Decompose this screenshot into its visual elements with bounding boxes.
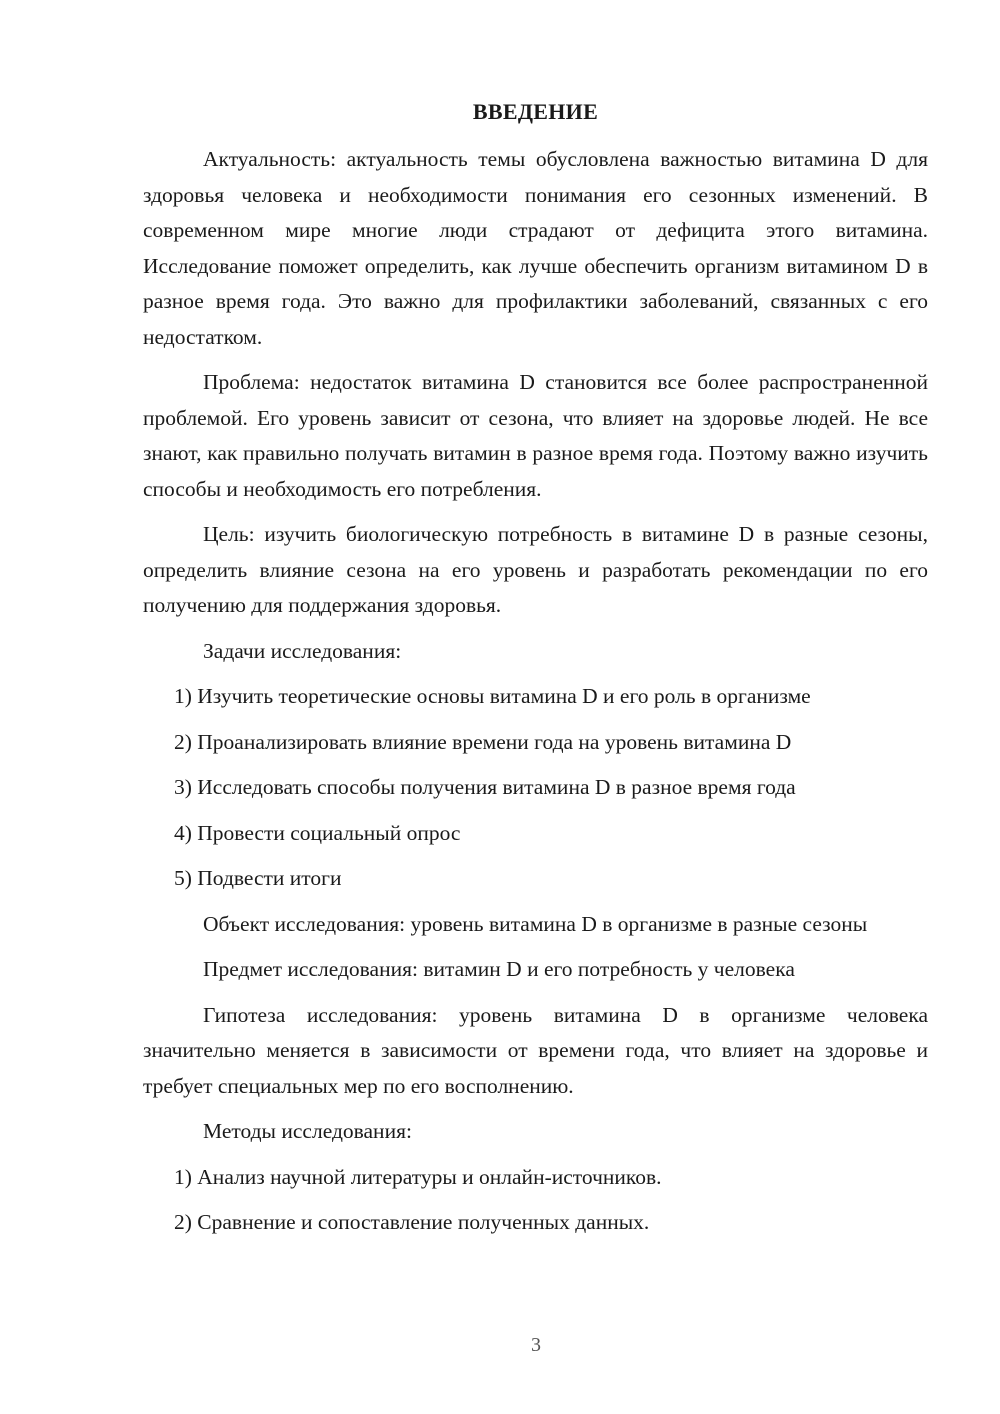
task-item: 4) Провести социальный опрос	[174, 820, 461, 845]
document-page	[143, 94, 928, 1251]
task-item: 3) Исследовать способы получения витамина D в разное время года	[174, 775, 796, 799]
page-number: 3	[531, 1334, 541, 1356]
task-item: 2) Проанализировать влияние времени года на уровень витамина D	[174, 729, 792, 754]
task-item: 1) Изучить теоретические основы витамина D и его роль в организме	[174, 684, 811, 708]
tasks-heading: Задачи исследования:	[203, 638, 402, 663]
method-item: 2) Сравнение и сопоставление полученных данных.	[174, 1210, 650, 1234]
problem-paragraph: Проблема: недостаток витамина D становится все более распространенной проблемой. Его уровень зависит от сезона, что влияет на здоровье людей. Не все знают, как правильно получать витамин в разное время года. Поэтому важно изучить способы и необходимость его потребления.	[143, 370, 928, 501]
goal-paragraph: Цель: изучить биологическую потребность в витамине D в разные сезоны, определить влияние сезона на его уровень и разработать рекомендации по его получению для поддержания здоровья.	[143, 522, 928, 617]
methods-heading: Методы исследования:	[203, 1119, 412, 1143]
subject-paragraph: Предмет исследования: витамин D и его потребность у человека	[203, 957, 795, 981]
tasks-list	[143, 679, 928, 897]
methods-list	[143, 1160, 928, 1241]
hypothesis-paragraph: Гипотеза исследования: уровень витамина D в организме человека значительно меняется в зависимости от времени года, что влияет на здоровье и требует специальных мер по его восполнению.	[143, 1002, 928, 1098]
section-title: ВВЕДЕНИЕ	[472, 99, 599, 124]
task-item: 5) Подвести итоги	[174, 866, 342, 890]
relevance-paragraph: Актуальность: актуальность темы обусловлена важностью витамина D для здоровья человека и необходимости понимания его сезонных изменений. В современном мире многие люди страдают от дефицита этого витамина. Исследование поможет определить, как лучше обеспечить организм витамином D в разное время года. Это важно для профилактики заболеваний, связанных с его недостатком.	[143, 147, 928, 349]
object-paragraph: Объект исследования: уровень витамина D в организме в разные сезоны	[203, 911, 868, 936]
method-item: 1) Анализ научной литературы и онлайн-источников.	[174, 1164, 662, 1189]
